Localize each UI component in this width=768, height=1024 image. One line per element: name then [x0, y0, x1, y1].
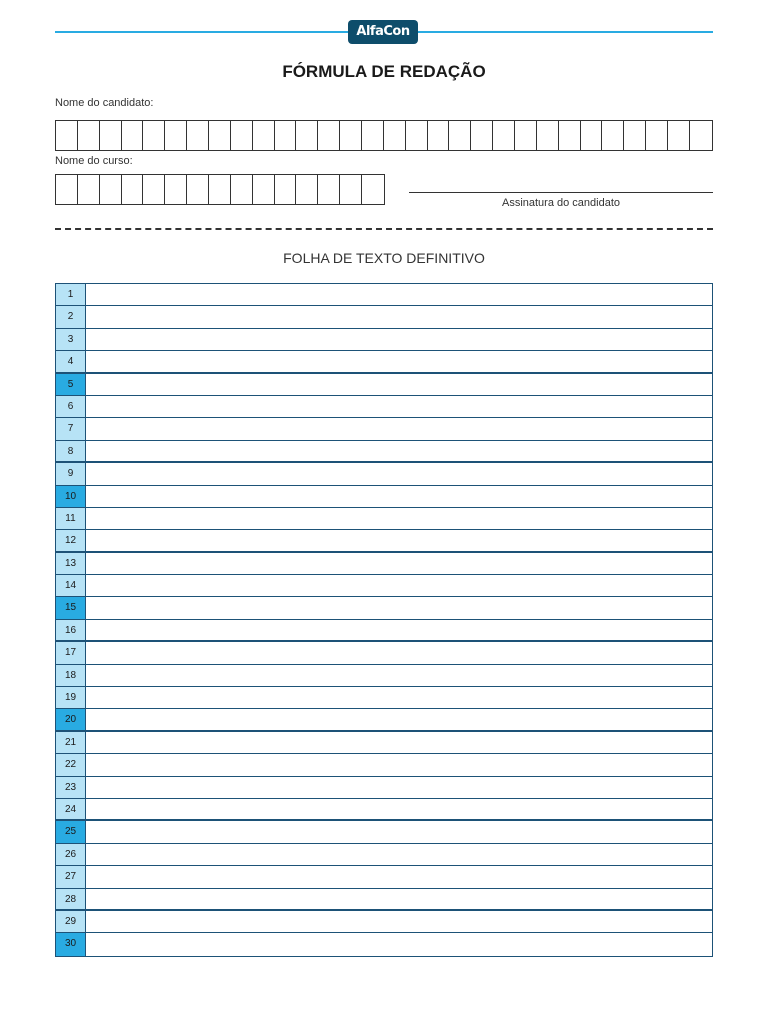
writing-line[interactable]: [56, 284, 712, 306]
line-write-area[interactable]: [86, 665, 712, 686]
letter-box[interactable]: [340, 121, 362, 150]
letter-box[interactable]: [275, 121, 297, 150]
letter-box[interactable]: [56, 175, 78, 204]
writing-line[interactable]: [56, 418, 712, 440]
line-write-area[interactable]: [86, 866, 712, 887]
writing-line[interactable]: [56, 553, 712, 575]
letter-box[interactable]: [209, 121, 231, 150]
line-write-area[interactable]: [86, 777, 712, 798]
cut-line: [55, 228, 713, 230]
letter-box[interactable]: [231, 175, 253, 204]
sheet-title: FOLHA DE TEXTO DEFINITIVO: [283, 250, 485, 266]
letter-box[interactable]: [318, 175, 340, 204]
writing-line[interactable]: [56, 575, 712, 597]
candidate-name-label: Nome do candidato:: [55, 97, 154, 109]
alfacon-logo: AlfaCon: [348, 20, 418, 44]
writing-line[interactable]: [56, 889, 712, 911]
line-number: 10: [56, 486, 86, 507]
line-write-area[interactable]: [86, 620, 712, 640]
line-write-area[interactable]: [86, 687, 712, 708]
letter-box[interactable]: [143, 121, 165, 150]
letter-box[interactable]: [602, 121, 624, 150]
line-number: 5: [56, 374, 86, 395]
line-number: 25: [56, 821, 86, 842]
writing-line[interactable]: [56, 620, 712, 642]
letter-box[interactable]: [690, 121, 712, 150]
writing-line[interactable]: [56, 508, 712, 530]
letter-box[interactable]: [78, 121, 100, 150]
letter-box[interactable]: [537, 121, 559, 150]
letter-box[interactable]: [296, 175, 318, 204]
line-write-area[interactable]: [86, 911, 712, 932]
letter-box[interactable]: [340, 175, 362, 204]
letter-box[interactable]: [122, 121, 144, 150]
line-write-area[interactable]: [86, 530, 712, 550]
line-number: 23: [56, 777, 86, 798]
writing-line[interactable]: [56, 911, 712, 933]
writing-line[interactable]: [56, 329, 712, 351]
letter-box[interactable]: [143, 175, 165, 204]
line-write-area[interactable]: [86, 575, 712, 596]
line-number: 14: [56, 575, 86, 596]
line-number: 4: [56, 351, 86, 371]
line-number: 20: [56, 709, 86, 729]
letter-box[interactable]: [187, 121, 209, 150]
line-number: 7: [56, 418, 86, 439]
writing-line[interactable]: [56, 665, 712, 687]
letter-box[interactable]: [253, 121, 275, 150]
line-number: 12: [56, 530, 86, 550]
letter-box[interactable]: [100, 121, 122, 150]
line-number: 30: [56, 933, 86, 955]
letter-box[interactable]: [165, 175, 187, 204]
line-number: 21: [56, 732, 86, 753]
line-write-area[interactable]: [86, 508, 712, 529]
line-number: 22: [56, 754, 86, 775]
writing-line[interactable]: [56, 463, 712, 485]
letter-box[interactable]: [471, 121, 493, 150]
writing-line[interactable]: [56, 821, 712, 843]
letter-box[interactable]: [187, 175, 209, 204]
letter-box[interactable]: [515, 121, 537, 150]
writing-line[interactable]: [56, 799, 712, 821]
line-number: 29: [56, 911, 86, 932]
writing-line[interactable]: [56, 642, 712, 664]
line-number: 2: [56, 306, 86, 327]
letter-box[interactable]: [559, 121, 581, 150]
line-write-area[interactable]: [86, 463, 712, 484]
line-number: 13: [56, 553, 86, 574]
letter-box[interactable]: [296, 121, 318, 150]
line-number: 3: [56, 329, 86, 350]
letter-box[interactable]: [100, 175, 122, 204]
candidate-name-boxes[interactable]: [55, 120, 713, 151]
line-write-area[interactable]: [86, 821, 712, 842]
signature-label: Assinatura do candidato: [501, 197, 621, 209]
writing-line[interactable]: [56, 396, 712, 418]
letter-box[interactable]: [449, 121, 471, 150]
letter-box[interactable]: [122, 175, 144, 204]
line-write-area[interactable]: [86, 329, 712, 350]
letter-box[interactable]: [275, 175, 297, 204]
letter-box[interactable]: [406, 121, 428, 150]
line-number: 17: [56, 642, 86, 663]
letter-box[interactable]: [318, 121, 340, 150]
letter-box[interactable]: [384, 121, 406, 150]
line-number: 1: [56, 284, 86, 305]
line-number: 8: [56, 441, 86, 461]
form-title: FÓRMULA DE REDAÇÃO: [282, 62, 486, 81]
line-number: 18: [56, 665, 86, 686]
line-write-area[interactable]: [86, 889, 712, 909]
line-number: 26: [56, 844, 86, 865]
writing-line[interactable]: [56, 732, 712, 754]
writing-line[interactable]: [56, 709, 712, 731]
writing-line[interactable]: [56, 597, 712, 619]
line-number: 16: [56, 620, 86, 640]
course-name-label: Nome do curso:: [55, 155, 133, 167]
line-number: 28: [56, 889, 86, 909]
letter-box[interactable]: [78, 175, 100, 204]
line-number: 9: [56, 463, 86, 484]
letter-box[interactable]: [624, 121, 646, 150]
writing-line[interactable]: [56, 374, 712, 396]
letter-box[interactable]: [581, 121, 603, 150]
line-write-area[interactable]: [86, 418, 712, 439]
line-number: 11: [56, 508, 86, 529]
line-write-area[interactable]: [86, 732, 712, 753]
letter-box[interactable]: [668, 121, 690, 150]
writing-line[interactable]: [56, 777, 712, 799]
writing-line[interactable]: [56, 844, 712, 866]
line-write-area[interactable]: [86, 933, 712, 955]
writing-line[interactable]: [56, 306, 712, 328]
letter-box[interactable]: [253, 175, 275, 204]
letter-box[interactable]: [428, 121, 450, 150]
writing-line[interactable]: [56, 933, 712, 955]
line-write-area[interactable]: [86, 374, 712, 395]
line-number: 6: [56, 396, 86, 417]
line-write-area[interactable]: [86, 486, 712, 507]
letter-box[interactable]: [231, 121, 253, 150]
course-name-boxes[interactable]: [55, 174, 385, 205]
line-number: 24: [56, 799, 86, 819]
writing-line[interactable]: [56, 351, 712, 373]
writing-line[interactable]: [56, 754, 712, 776]
writing-line[interactable]: [56, 486, 712, 508]
writing-line[interactable]: [56, 530, 712, 552]
line-write-area[interactable]: [86, 553, 712, 574]
line-write-area[interactable]: [86, 597, 712, 618]
line-number: 19: [56, 687, 86, 708]
writing-line[interactable]: [56, 687, 712, 709]
line-write-area[interactable]: [86, 351, 712, 371]
line-write-area[interactable]: [86, 799, 712, 819]
letter-box[interactable]: [56, 121, 78, 150]
letter-box[interactable]: [362, 175, 384, 204]
signature-line[interactable]: [409, 192, 713, 193]
letter-box[interactable]: [646, 121, 668, 150]
line-write-area[interactable]: [86, 844, 712, 865]
line-number: 15: [56, 597, 86, 618]
line-write-area[interactable]: [86, 284, 712, 305]
letter-box[interactable]: [209, 175, 231, 204]
line-write-area[interactable]: [86, 754, 712, 775]
line-write-area[interactable]: [86, 709, 712, 729]
line-number: 27: [56, 866, 86, 887]
writing-line[interactable]: [56, 866, 712, 888]
line-write-area[interactable]: [86, 306, 712, 327]
writing-lines-table: [55, 283, 713, 957]
letter-box[interactable]: [165, 121, 187, 150]
writing-line[interactable]: [56, 441, 712, 463]
line-write-area[interactable]: [86, 396, 712, 417]
letter-box[interactable]: [493, 121, 515, 150]
line-write-area[interactable]: [86, 441, 712, 461]
letter-box[interactable]: [362, 121, 384, 150]
line-write-area[interactable]: [86, 642, 712, 663]
